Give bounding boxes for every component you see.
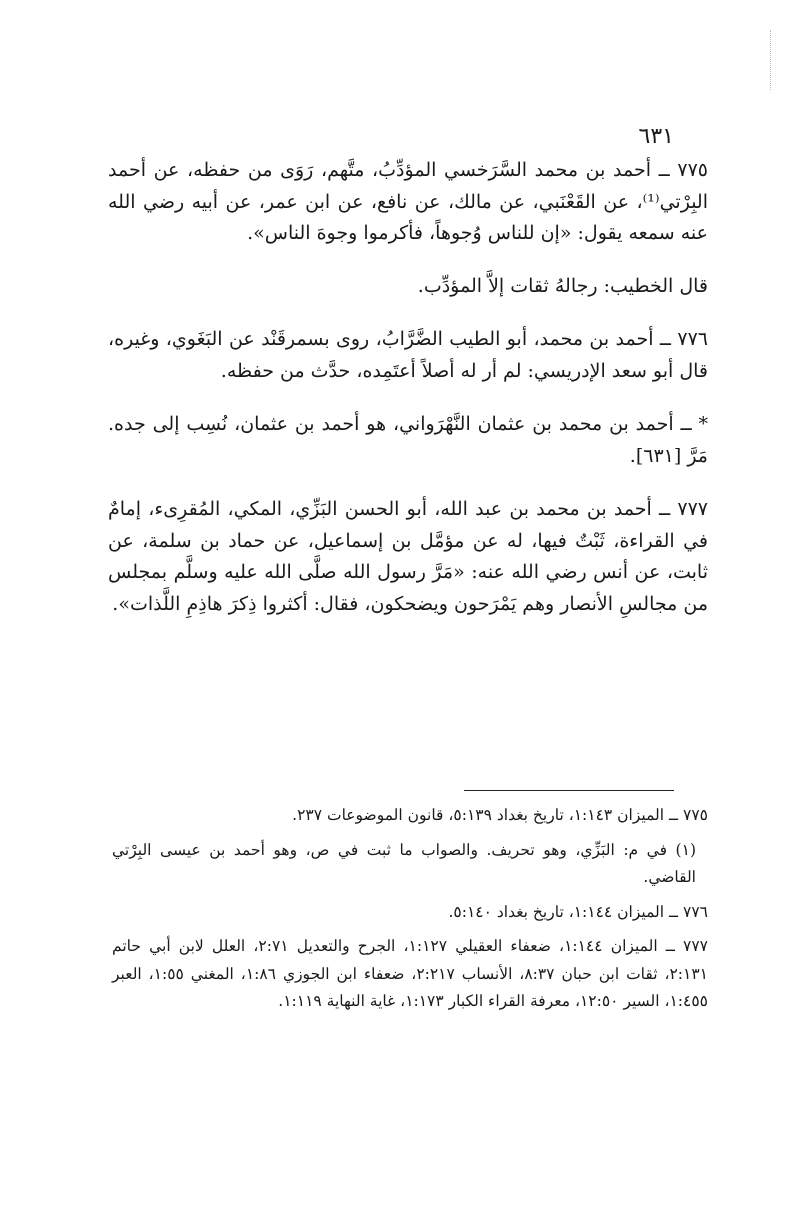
footnote-divider (464, 790, 674, 791)
footnote-1: (١) في م: البَزِّي، وهو تحريف. والصواب ما ثبت في ص، وهو أحمد بن عيسى البِرْتي القاضي. (112, 840, 696, 886)
cross-reference-entry: * ــ أحمد بن محمد بن عثمان النَّهْرَواني، هو أحمد بن عثمان، نُسِب إلى جده. مَرَّ [٦٣١]. (108, 413, 708, 467)
entry-776: ٧٧٦ ــ أحمد بن محمد، أبو الطيب الضَّرَّابُ، روى بسمرقَنْد عن البَغَوي، وغيره، قال أبو سعد الإدريسي: لم أر له أصلاً أعتَمِده، حدَّث من حفظه. (108, 328, 708, 382)
main-text (108, 155, 708, 620)
footnotes (112, 802, 708, 1023)
footnote-775: ٧٧٥ ــ الميزان ١:١٤٣، تاريخ بغداد ٥:١٣٩، قانون الموضوعات ٢٣٧. (292, 806, 708, 824)
footnote-777: ٧٧٧ ــ الميزان ١:١٤٤، ضعفاء العقيلي ١:١٢٧، الجرح والتعديل ٢:٧١، العلل لابن أبي حاتم ٢:١٣١، ثقات ابن حبان ٨:٣٧، الأنساب ٢:٢١٧، ضعفاء ابن الجوزي ١:٨٦، المغني ١:٥٥، العبر ١:٤٥٥، السير ١٢:٥٠، معرفة القراء الكبار ١:١٧٣، غاية النهاية ١:١١٩. (112, 937, 709, 1010)
entry-777: ٧٧٧ ــ أحمد بن محمد بن عبد الله، أبو الحسن البَزِّي، المكي، المُقرِىء، إمامٌ في القراءة، ثَبْتٌ فيها، له عن مؤمَّل بن إسماعيل، عن حماد بن سلمة، عن ثابت، عن أنس رضي الله عنه: «مَرَّ رسول الله صلَّى الله عليه وسلَّم بمجلس من مجالسِ الأنصار وهم يَمْرَحون ويضحكون، فقال: أكثروا ذِكرَ هاذِمِ اللَّذات». (108, 498, 708, 615)
entry-775-note: قال الخطيب: رجالهُ ثقات إلاَّ المؤدِّب. (417, 274, 708, 297)
entry-775: ٧٧٥ ــ أحمد بن محمد السَّرَخسي المؤدِّبُ، متَّهم، رَوَى من حفظه، عن أحمد البِرْتي⁽¹⁾، عن القَعْنَبي، عن مالك، عن نافع، عن ابن عمر، عن أبيه رضي الله عنه سمعه يقول: «إن للناس وُجوهاً، فأكرموا وجوهَ الناس». (108, 159, 708, 244)
footnote-776: ٧٧٦ ــ الميزان ١:١٤٤، تاريخ بغداد ٥:١٤٠. (448, 902, 708, 921)
page-number: ٦٣١ (638, 124, 674, 149)
page-edge-mark (769, 30, 771, 90)
